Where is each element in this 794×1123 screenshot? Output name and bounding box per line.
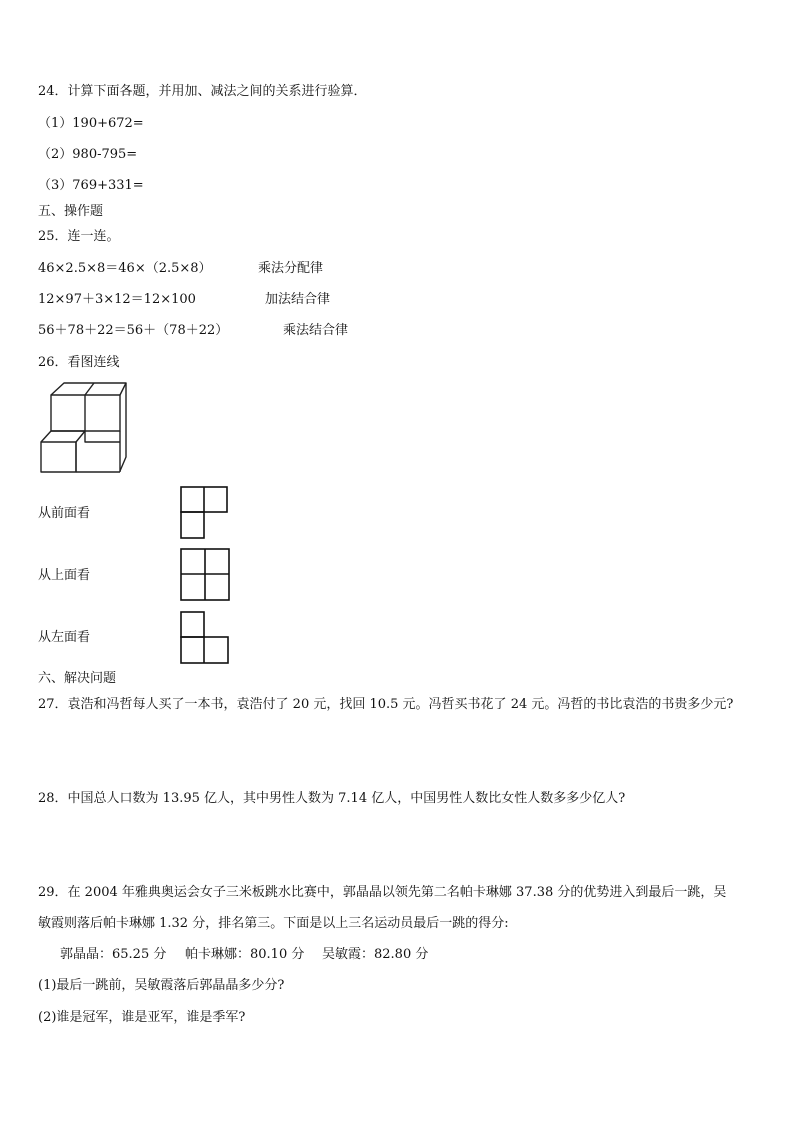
section-6-heading: 六、解决问题: [38, 671, 117, 686]
q24-item-2: （2）980-795=: [38, 147, 138, 162]
view-label-top: 从上面看: [38, 568, 91, 583]
q25-prompt: 25．连一连。: [38, 229, 120, 244]
left-view-shape: [180, 611, 230, 665]
q27-text: 27．袁浩和冯哲每人买了一本书，袁浩付了 20 元，找回 10.5 元。冯哲买书花了 24 元。冯哲的书比袁浩的书贵多少元?: [38, 697, 734, 712]
q28-text: 28．中国总人口数为 13.95 亿人，其中男性人数为 7.14 亿人，中国男性人数比女性人数多多少亿人?: [38, 791, 626, 806]
score-wu: 吴敏霞：82.80 分: [322, 947, 429, 962]
section-5-heading: 五、操作题: [38, 204, 104, 219]
top-view-shape: [180, 548, 230, 602]
q25-left-1: 46×2.5×8＝46×（2.5×8）: [38, 261, 212, 276]
cube-figure: [38, 380, 134, 478]
q29-line-2: 敏霞则落后帕卡琳娜 1.32 分，排名第三。下面是以上三名运动员最后一跳的得分:: [38, 916, 509, 931]
view-label-front: 从前面看: [38, 506, 91, 521]
score-pakalina: 帕卡琳娜：80.10 分: [185, 947, 305, 962]
q24-item-1: （1）190+672=: [38, 116, 144, 131]
score-guo: 郭晶晶：65.25 分: [60, 947, 167, 962]
q25-left-3: 56＋78＋22＝56＋（78＋22）: [38, 323, 229, 338]
q25-left-2: 12×97＋3×12＝12×100: [38, 292, 196, 307]
q29-sub-2: (2)谁是冠军，谁是亚军，谁是季军?: [38, 1010, 246, 1025]
q25-right-2: 加法结合律: [265, 292, 331, 307]
q24-prompt: 24．计算下面各题，并用加、减法之间的关系进行验算．: [38, 84, 367, 99]
q25-right-1: 乘法分配律: [258, 261, 324, 276]
q29-sub-1: (1)最后一跳前，吴敏霞落后郭晶晶多少分?: [38, 978, 285, 993]
q24-item-3: （3）769+331=: [38, 178, 144, 193]
q26-prompt: 26．看图连线: [38, 355, 120, 370]
view-label-left: 从左面看: [38, 630, 91, 645]
q25-right-3: 乘法结合律: [283, 323, 349, 338]
front-view-shape: [180, 486, 228, 540]
q29-line-1: 29．在 2004 年雅典奥运会女子三米板跳水比赛中，郭晶晶以领先第二名帕卡琳娜 37.38 分的优势进入到最后一跳，吴: [38, 885, 727, 900]
